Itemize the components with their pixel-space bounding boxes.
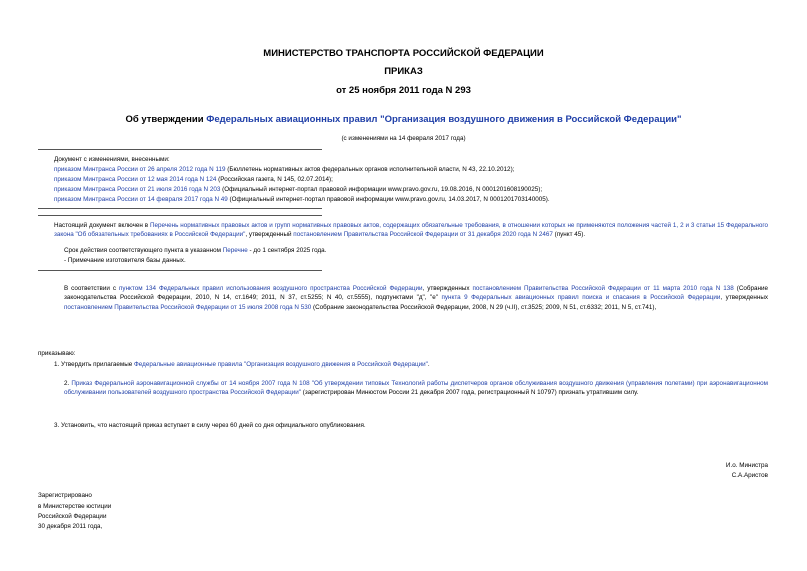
order-item-2 bbox=[64, 379, 768, 398]
registration-line: Зарегистрировано bbox=[38, 492, 92, 499]
order-item-1 bbox=[54, 360, 430, 369]
note-footer: - Примечание изготовителя базы данных. bbox=[64, 257, 186, 264]
change-link[interactable]: приказом Минтранса России от 14 февраля 2017 года N 49 bbox=[54, 196, 228, 203]
registration-line: 30 декабря 2011 года, bbox=[38, 523, 103, 530]
title-prefix: Об утверждении bbox=[125, 114, 207, 125]
order-item-3: 3. Установить, что настоящий приказ вступает в силу через 60 дней со дня официального опубликования. bbox=[54, 422, 366, 429]
registration-line: в Министерстве юстиции bbox=[38, 503, 112, 510]
order-text: (зарегистрирован Минюстом России 21 декабря 2007 года, регистрационный N 10797) признать утратившим силу. bbox=[301, 389, 639, 397]
preamble-text: (Собрание законодательства Российской Федерации, 2008, N 29 (ч.II), ст.3525; 2009, N 51, ст.6332; 2011, N 5, ст.741), bbox=[311, 303, 657, 311]
change-link[interactable]: приказом Минтранса России от 21 июля 2016 года N 203 bbox=[54, 186, 221, 193]
preamble-text: , утвержденных bbox=[720, 294, 769, 302]
note-text: (пункт 45). bbox=[552, 231, 586, 239]
preamble-link[interactable]: пунктом 134 Федеральных правил использования воздушного пространства Российской Федерации bbox=[119, 285, 423, 292]
change-text: (Российская газета, N 145, 02.07.2014); bbox=[216, 176, 333, 183]
order-text: 2. bbox=[64, 380, 72, 387]
preamble-text: , утвержденных bbox=[422, 285, 473, 292]
preamble-link[interactable]: постановлением Правительства Российской Федерации от 15 июля 2008 года N 530 bbox=[64, 303, 312, 311]
note-text: Срок действия соответствующего пункта в указанном bbox=[64, 247, 223, 254]
change-text: (Бюллетень нормативных актов федеральных органов исполнительной власти, N 43, 22.10.2012); bbox=[225, 166, 515, 173]
registration-line: Российской Федерации bbox=[38, 513, 107, 520]
signature-name: С.А.Аристов bbox=[731, 472, 768, 479]
change-link[interactable]: приказом Минтранса России от 12 мая 2014 года N 124 bbox=[54, 176, 217, 183]
perechen-short-link[interactable]: Перечне bbox=[222, 247, 248, 254]
order-text: . bbox=[427, 361, 430, 368]
divider bbox=[38, 208, 322, 209]
preamble-text: В соответствии с bbox=[64, 285, 120, 292]
doc-title bbox=[0, 114, 807, 125]
postanovlenie-link[interactable]: постановлением Правительства Российской Федерации от 31 декабря 2020 года N 2467 bbox=[293, 231, 553, 239]
change-item bbox=[54, 175, 333, 184]
divider bbox=[38, 270, 322, 271]
preamble-link[interactable]: пункта 9 Федеральных авиационных правил поиска и спасания в Российской Федерации bbox=[441, 294, 721, 302]
fap-link[interactable]: Федеральные авиационные правила "Организация воздушного движения в Российской Федерации" bbox=[134, 361, 428, 368]
perechen-link[interactable]: Перечень нормативных правовых актов и групп нормативных правовых актов, содержащих обязательные требования, в отношении которых не применяются положения частей 1, 2 и 3 статьи 15 Федерального закона "Об обязательных требованиях в Российской Федерации" bbox=[54, 222, 768, 239]
note-text: , утвержденный bbox=[245, 231, 294, 239]
doc-subtitle: (с изменениями на 14 февраля 2017 года) bbox=[341, 135, 466, 142]
note-text: Настоящий документ включен в bbox=[54, 222, 151, 229]
title-link[interactable]: Федеральных авиационных правил "Организация воздушного движения в Российской Федерации" bbox=[206, 114, 682, 125]
preamble-link[interactable]: постановлением Правительства Российской Федерации от 11 марта 2010 года N 138 bbox=[472, 285, 734, 292]
change-item bbox=[54, 195, 550, 204]
changes-heading: Документ с изменениями, внесенными: bbox=[54, 156, 170, 163]
prikaz-link[interactable]: Приказ Федеральной аэронавигационной службы от 14 ноября 2007 года N 108 "Об утверждении типовых Технологий работы диспетчеров органов обслуживания воздушного движения (управления полетами) при аэронавигационном обслуживании пользователей воздушного пространства Российской Федерации" bbox=[64, 380, 768, 397]
change-item bbox=[54, 165, 514, 174]
note-paragraph bbox=[54, 221, 768, 240]
order-word: приказываю: bbox=[38, 350, 76, 357]
preamble-text: (Собрание законодательства Российской Федерации, 2010, N 14, ст.1649; 2011, N 37, ст.5255; N 40, ст.5555), подпунктами "д", "е" bbox=[64, 285, 769, 302]
order-text: 1. Утвердить прилагаемые bbox=[54, 361, 134, 368]
divider bbox=[38, 215, 322, 216]
note-term bbox=[64, 246, 326, 255]
divider bbox=[38, 149, 322, 150]
doc-type-heading: ПРИКАЗ bbox=[384, 66, 423, 77]
preamble-paragraph bbox=[64, 284, 768, 312]
doc-date-number: от 25 ноября 2011 года N 293 bbox=[336, 85, 471, 96]
change-text: (Официальный интернет-портал правовой информации www.pravo.gov.ru, 19.08.2016, N 0001201608190025); bbox=[220, 186, 543, 193]
ministry-heading: МИНИСТЕРСТВО ТРАНСПОРТА РОССИЙСКОЙ ФЕДЕРАЦИИ bbox=[263, 48, 544, 59]
note-text: - до 1 сентября 2025 года. bbox=[247, 247, 327, 254]
change-link[interactable]: приказом Минтранса России от 26 апреля 2012 года N 119 bbox=[54, 166, 226, 173]
change-text: (Официальный интернет-портал правовой информации www.pravo.gov.ru, 14.03.2017, N 0001201703140005). bbox=[227, 196, 550, 203]
signature-position: И.о. Министра bbox=[725, 462, 768, 469]
change-item bbox=[54, 185, 542, 194]
